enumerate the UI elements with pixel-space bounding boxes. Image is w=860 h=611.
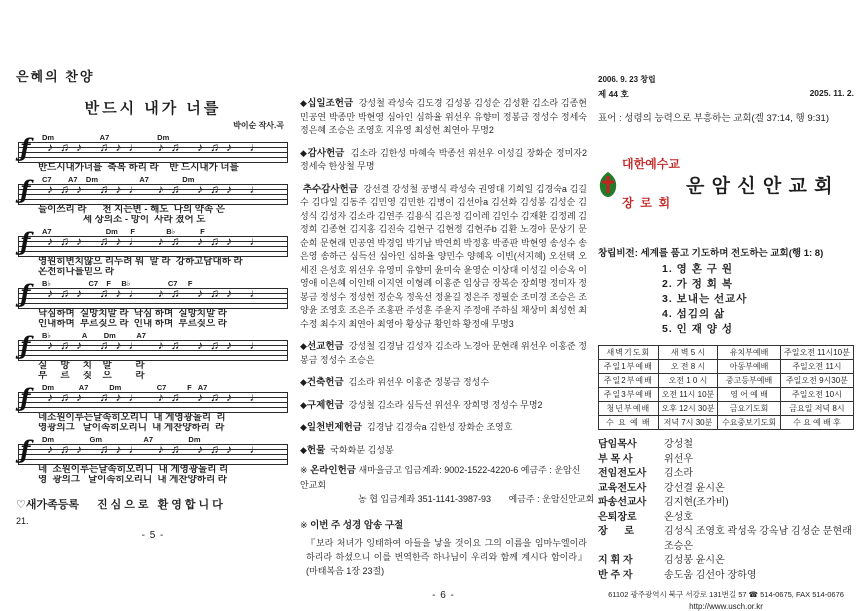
lyric-line: 네 소원이루는날속히오리니 내 게영광돌리 리 — [38, 464, 229, 475]
staff-role: 교육전도사 — [598, 482, 647, 494]
lyric-line: 낙심하며 실망치말 라 낙심 하며 실망치말 라 — [38, 308, 227, 319]
church-website: http://www.usch.or.kr — [689, 602, 763, 611]
offering-section — [300, 147, 587, 174]
diamond-icon: ◆ — [300, 341, 308, 351]
offering-names: 강선결 강성철 공병식 곽성숙 권영대 기희일 김경숙a 김길수 김다일 김동주 김민영 김민한 김병이 김선아a 김선화 김성봉 김성순 김성식 김성자 김소라 김연주 김용식 김은정 김이레 김인수 김재환 김정례 김정희 김종현 김지홍 김진숙 김현구 김현정 김현주b 김환 노경아 문상기 문순희 문현래 민공연 박경임 박기남 박연희 박정홍 박종판 박현영 송성수 송은영 송하근 심득선 심아인 심하율 양민수 양혜옥 이빈(서지혜) 오선택 오세진 은성호 위선우 유영미 유향미 윤미숙 윤영순 이상대 이성길 이승옥 이영애 이은혜 이인태 이지연 이형례 이홍준 임상금 장복순 장희명 정미자 정봉금 정성수 정성헌 정순옥 정욱선 정윤길 정은주 정필순 조미경 조승은 조양윤 조영호 조은주 조홍판 주성훈 주윤지 주정애 주하실 채상미 최성헌 최수정 최수지 최연아 최영아 황상규 황인하 황정애 무명3 — [300, 183, 587, 329]
founded-date: 2006. 9. 23 창립 — [598, 75, 656, 84]
table-row — [599, 388, 854, 402]
music-system — [16, 331, 290, 382]
music-system — [16, 175, 290, 226]
page-number-middle: - 6 - — [432, 590, 455, 601]
staff-names: 온성호 — [664, 511, 693, 523]
online-giving-title: 온라인헌금 — [310, 465, 356, 476]
schedule-cell: 새 벽 5 시 — [658, 346, 718, 360]
schedule-cell: 청년부예배 — [599, 402, 659, 416]
chord-line: C7 A7 Dm A7 Dm — [42, 174, 195, 184]
staff-role: 파송선교사 — [598, 497, 647, 508]
staff-row — [598, 569, 854, 584]
offering-title: 일천번제헌금 — [306, 422, 362, 433]
music-notes-icon: ♪♫♪ ♫♪♩ ♪♫ ♪♫♪ ♩ — [47, 233, 269, 248]
vision-title: 창립비전: 세계를 품고 기도하며 전도하는 교회(행 1: 8) — [598, 248, 824, 259]
denomination-line1: 대한예수교 — [622, 157, 680, 171]
staff-row — [598, 467, 854, 482]
schedule-cell: 새벽기도회 — [599, 346, 659, 360]
vision-item: 4. 섬김의 삶 — [662, 308, 726, 320]
staff-row — [598, 496, 854, 511]
staff-row — [598, 554, 854, 569]
staff-names: 김성봉 윤시온 — [664, 555, 725, 566]
staff-role: 지 휘 자 — [598, 555, 633, 566]
table-row — [599, 374, 854, 388]
online-account-1: 새마을금고 입금계좌: 9002-1522-4220-6 예금주 : 운암신안교회 — [300, 465, 581, 490]
vision-item: 1. 영 혼 구 원 — [662, 263, 733, 275]
treble-clef-icon: ƒ — [20, 330, 31, 360]
schedule-cell: 저녁 7시 30분 — [658, 416, 718, 430]
schedule-cell: 주일오전 11시 — [780, 360, 853, 374]
memory-verse-title: 이번 주 성경 암송 구절 — [310, 520, 404, 531]
online-account-2: 농 협 입금계좌 351-1141-3987-93 예금주 : 운암신안교회 — [358, 494, 595, 504]
lyric-line: 네소원이루는날속히오리니 내 게영광돌리 리 — [38, 412, 226, 423]
music-system — [16, 227, 290, 278]
lyric-line: 반드시내가너를 축복 하리 라 반 드시내가 너를 — [38, 163, 239, 173]
table-row — [599, 346, 854, 360]
lyric-line: 들이쓰리 라 천 지는변 - 해도 나의 약속 은 — [38, 204, 225, 215]
treble-clef-icon: ƒ — [20, 278, 31, 308]
schedule-cell: 오전 11시 10분 — [658, 388, 718, 402]
offering-section — [300, 97, 587, 138]
denomination-name — [622, 132, 680, 236]
footnote-number: 21. — [16, 515, 29, 526]
schedule-cell: 아동부예배 — [718, 360, 781, 374]
staff-list — [598, 438, 854, 583]
schedule-cell: 주일2부예배 — [599, 374, 659, 388]
schedule-cell: 오 전 8 시 — [658, 360, 718, 374]
issue-number: 제 44 호 — [598, 89, 629, 99]
schedule-cell: 수요중보기도회 — [718, 416, 781, 430]
asterisk-icon: ※ — [300, 465, 308, 475]
music-system — [16, 279, 290, 330]
staff-role: 담임목사 — [598, 439, 637, 450]
offering-names: 강성철 곽성숙 김도경 김성봉 김성순 김성환 김소라 김종현 민공연 박종만 박현영 심아인 심하율 위선우 유향미 정봉금 정성수 정세숙 정은혜 조승은 조영호 지유영 최성헌 최연아 무명2 — [300, 98, 587, 135]
church-address: 61102 광주광역시 북구 서강로 131번길 57 ☎ 514-0675, FAX 514-0676 — [608, 590, 844, 599]
staff-names: 강선결 윤시온 — [664, 482, 725, 494]
online-giving-info — [300, 463, 595, 506]
schedule-cell: 금요일 저녁 8시 — [780, 402, 853, 416]
memory-verse — [300, 518, 587, 578]
staff-names: 김지현(조가비) — [664, 497, 729, 508]
offering-names: 김경남 김경숙a 김한성 장화순 조영호 — [367, 422, 513, 432]
diamond-icon: ◆ — [300, 377, 307, 387]
lyric-line: 온전히나를믿으 라 — [38, 267, 115, 277]
music-notes-icon: ♪♫♪ ♫♪♩ ♪♫ ♪♫♪ ♩ — [47, 181, 269, 196]
offering-section — [300, 183, 587, 332]
chord-line: Dm A7 Dm — [42, 133, 170, 142]
staff-names: 김소라 — [664, 468, 693, 479]
staff-row — [598, 438, 854, 453]
heart-icon: ♡ — [16, 498, 26, 511]
diamond-icon: ◆ — [300, 98, 308, 108]
song-credit: 박이순 작사.곡 — [233, 121, 284, 130]
staff-row — [598, 482, 854, 497]
diamond-icon: ◆ — [300, 147, 308, 158]
offering-section — [300, 399, 587, 413]
table-row — [599, 416, 854, 430]
lyric-line: 영원히변치않으 리두려 워 말 라 강하고담대하 라 — [38, 256, 243, 267]
schedule-cell: 주일3부예배 — [599, 388, 659, 402]
lyric-line: 영광의그 날이속히오리니 내 게찬양하리 라 — [38, 423, 225, 433]
table-row — [599, 402, 854, 416]
schedule-cell: 수 요 예 배 — [599, 416, 659, 430]
schedule-cell: 금요기도회 — [718, 402, 781, 416]
staff-row — [598, 525, 854, 554]
music-notes-icon: ♪♫♪ ♫♪♩ ♪♫ ♪♫♪ ♩ — [47, 337, 269, 352]
vision-item: 3. 보내는 선교사 — [662, 293, 748, 305]
chord-line: B♭ A Dm A7 — [42, 330, 146, 340]
diamond-icon: ◆ — [300, 444, 307, 455]
church-name: 운 암 신 안 교 회 — [685, 175, 834, 197]
schedule-cell: 주일오전 10시 — [780, 388, 853, 402]
offering-title: 추수감사헌금 — [300, 183, 358, 195]
offering-section — [300, 376, 587, 390]
vision-item: 2. 가 정 회 복 — [662, 278, 733, 290]
church-motto: 표어 : 성령의 능력으로 부흥하는 교회(겔 37:14, 행 9:31) — [598, 113, 829, 124]
schedule-cell: 오후 12시 30분 — [658, 402, 718, 416]
schedule-cell: 주일1부예배 — [599, 360, 659, 374]
music-notes-icon: ♪♫♪ ♫♪♩ ♪♫ ♪♫♪ ♩ — [47, 389, 269, 404]
offering-section — [300, 444, 587, 458]
staff-names: 위선우 — [664, 453, 693, 465]
offering-names: 김소라 위선우 이홍준 정봉금 정성수 — [348, 377, 490, 387]
schedule-cell: 유치부예배 — [718, 346, 781, 360]
music-system — [16, 133, 290, 174]
table-row — [599, 360, 854, 374]
church-info-column — [598, 74, 854, 611]
song-title: 반드시 내가 너를 — [84, 100, 222, 117]
offering-names: 강성철 김소라 심득선 위선우 장희명 정성수 무명2 — [348, 399, 543, 410]
section-heading: 은혜의 찬양 — [16, 69, 95, 84]
treble-clef-icon: ƒ — [20, 174, 31, 204]
music-notes-icon: ♪♫♪ ♫♪♩ ♪♫ ♪♫♪ ♩ — [47, 140, 269, 154]
service-schedule-table — [598, 345, 854, 430]
newcomer-welcome — [16, 496, 290, 512]
denomination-line2: 장 로 회 — [622, 196, 671, 210]
diamond-icon: ◆ — [300, 399, 307, 410]
offering-names: 국화화분 김성봉 — [330, 444, 394, 455]
offering-title: 감사헌금 — [307, 147, 345, 159]
music-notes-icon: ♪♫♪ ♫♪♩ ♪♫ ♪♫♪ ♩ — [47, 441, 269, 456]
diamond-icon: ◆ — [300, 422, 307, 432]
schedule-cell: 오전 1 0 시 — [658, 374, 718, 388]
schedule-cell: 주일오전 9시30분 — [780, 374, 853, 388]
schedule-cell: 수 요 예 배 후 — [780, 416, 853, 430]
chord-line: B♭ C7 F B♭ C7 F — [42, 278, 193, 288]
schedule-cell: 주일오전 11시10분 — [780, 346, 853, 360]
treble-clef-icon: ƒ — [20, 133, 31, 162]
vision-list — [662, 262, 854, 337]
hymn-column — [16, 66, 290, 541]
memory-verse-body: 『보라 처녀가 잉태하여 아들을 낳을 것이요 그의 이름을 임마누엘이라 하리라 하셨으니 이를 번역한즉 하나님이 우리와 함께 계시다 함이라』 (마태복음 1장 23절) — [306, 538, 587, 576]
lyric-line: 세 상의소 - 망이 사라 졌어 도 — [38, 215, 206, 225]
church-brand — [598, 132, 854, 236]
page-number-left: - 5 - — [141, 529, 165, 541]
staff-role: 은퇴장로 — [598, 511, 637, 523]
asterisk-icon: ※ — [300, 520, 308, 530]
offering-title: 건축헌금 — [306, 377, 344, 388]
chord-line: Dm Gm A7 Dm — [42, 434, 201, 444]
staff-names: 강성철 — [664, 439, 693, 450]
music-system — [16, 435, 290, 486]
offering-title: 구제헌금 — [306, 399, 344, 411]
staff-row — [598, 511, 854, 526]
offering-section — [300, 340, 587, 367]
church-logo-icon — [598, 171, 618, 198]
treble-clef-icon: ƒ — [20, 434, 31, 464]
staff-names: 송도움 김선아 장하영 — [664, 569, 757, 581]
treble-clef-icon: ƒ — [20, 382, 31, 412]
lyric-line: 부 르 짖 으 라 — [38, 371, 145, 381]
staff-role: 부 목 사 — [598, 453, 633, 465]
staff-names: 김성식 조영호 곽성욱 강옥남 김성순 문현래 조승은 — [664, 526, 852, 552]
offering-names: 강성철 김경남 김성자 김소라 노경아 문현래 위선우 이홍준 정봉금 정성수 조승은 — [300, 341, 587, 365]
schedule-cell: 영 어 예 배 — [718, 388, 781, 402]
lyric-line: 영 광의그 날이속히오리니 내 게찬양하리 라 — [38, 475, 227, 485]
newcomer-label: 새가족등록 — [25, 498, 80, 511]
offerings-column — [300, 88, 595, 601]
chord-line: Dm A7 Dm C7 F A7 — [42, 382, 208, 392]
schedule-cell: 중고등부예배 — [718, 374, 781, 388]
staff-role: 전임전도사 — [598, 468, 647, 479]
staff-row — [598, 453, 854, 468]
offering-title: 선교헌금 — [307, 341, 344, 352]
offering-section — [300, 421, 587, 435]
bulletin-date: 2025. 11. 2. — [809, 88, 854, 98]
lyric-line: 인내하며 부르짖으 라 인내 하며 부르짖으 라 — [38, 319, 227, 329]
music-notes-icon: ♪♫♪ ♫♪♩ ♪♫ ♪♫♪ ♩ — [47, 285, 269, 300]
offering-title: 십일조헌금 — [307, 98, 354, 109]
staff-role: 반 주 자 — [598, 569, 633, 581]
music-system — [16, 383, 290, 434]
vision-item: 5. 인 재 양 성 — [662, 323, 733, 335]
offering-names: 김소라 김한성 마혜숙 박종선 위선우 이성길 장화순 정미자2 정세숙 한상철 무명 — [300, 147, 587, 171]
lyric-line: 실 망 치 말 라 — [38, 360, 145, 371]
treble-clef-icon: ƒ — [20, 226, 31, 256]
newcomer-text: 진심으로 환영합니다 — [97, 498, 226, 511]
chord-line: A7 Dm F B♭ F — [42, 226, 205, 236]
offering-title: 헌물 — [306, 444, 326, 456]
staff-role: 장 로 — [598, 526, 634, 537]
